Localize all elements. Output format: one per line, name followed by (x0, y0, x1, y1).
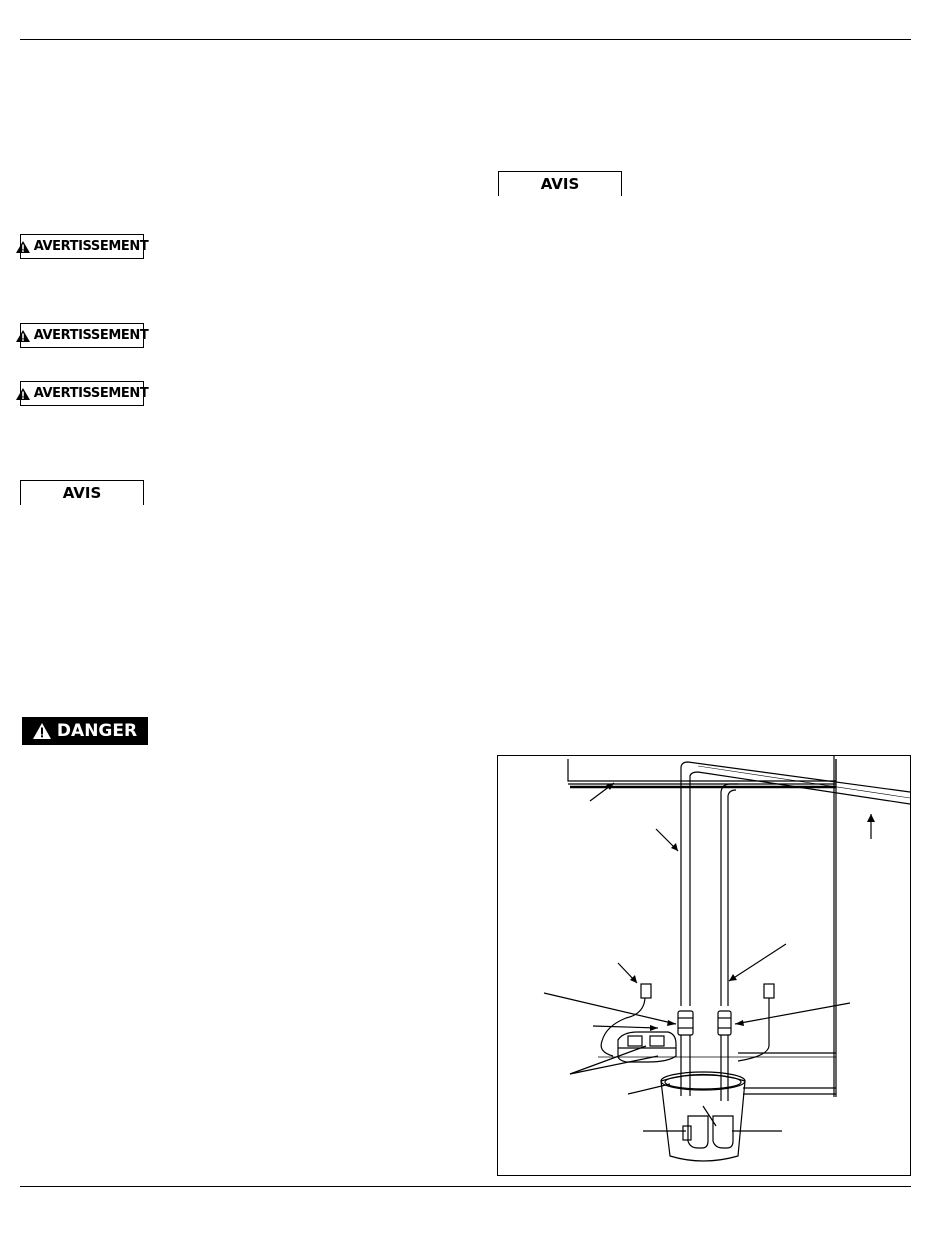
check-valve-backup (718, 1011, 731, 1035)
warning-triangle-icon (16, 330, 30, 342)
check-valve-main (678, 1011, 693, 1035)
leader-arrow-6 (544, 993, 676, 1024)
footer-rule (20, 1186, 911, 1187)
leader-arrow-7 (735, 1003, 850, 1024)
backup-pump (713, 1116, 733, 1148)
warning-triangle-icon (33, 723, 51, 739)
avertissement-text: AVERTISSEMENT (33, 386, 149, 401)
backup-discharge-pipe-inner (728, 790, 736, 1006)
avertissement-notice-1 (20, 234, 149, 259)
outlet-left (641, 984, 651, 998)
avis-notice-label-right (498, 171, 622, 196)
main-discharge-pipe-inner (690, 772, 910, 1006)
backup-discharge-pipe (721, 784, 738, 1006)
leader-arrow-10 (570, 1056, 658, 1074)
pump-installation-illustration (498, 756, 910, 1175)
avis-text: AVIS (540, 175, 580, 193)
avertissement-notice-2 (20, 323, 149, 348)
danger-notice (22, 717, 148, 745)
leader-arrow-8 (593, 1026, 658, 1028)
avis-notice-label-left (20, 480, 144, 505)
avertissement-notice-3 (20, 381, 149, 406)
outlet-right (764, 984, 774, 998)
main-discharge-pipe-shade (698, 766, 910, 798)
danger-text: DANGER (56, 721, 138, 741)
back-wall-right (834, 756, 836, 1097)
warning-triangle-icon (16, 241, 30, 253)
leader-arrow-9 (570, 1046, 646, 1074)
avertissement-text: AVERTISSEMENT (33, 328, 149, 343)
installation-figure (497, 755, 911, 1176)
warning-triangle-icon (16, 388, 30, 400)
avis-text: AVIS (62, 484, 102, 502)
ceiling-joist (568, 759, 836, 781)
power-cord-right (738, 998, 769, 1061)
battery-box (618, 1032, 676, 1062)
leader-arrow-4 (729, 944, 786, 981)
avertissement-text: AVERTISSEMENT (33, 239, 149, 254)
leader-arrow-11 (628, 1084, 670, 1094)
header-rule (20, 39, 911, 40)
